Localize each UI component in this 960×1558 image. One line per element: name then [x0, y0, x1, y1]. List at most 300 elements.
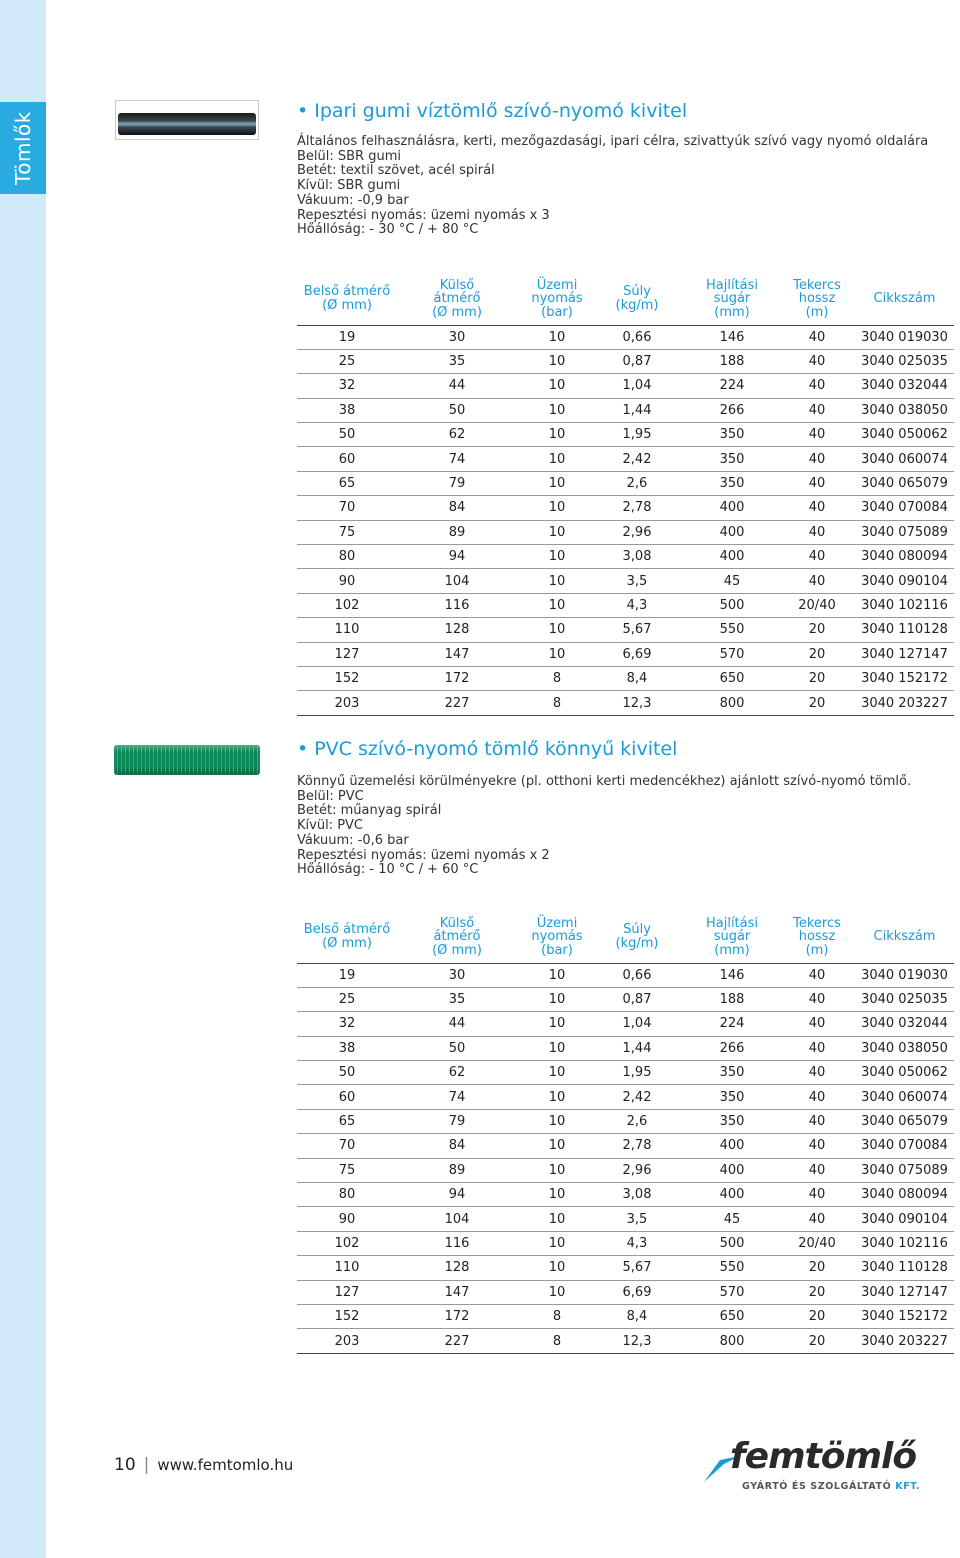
- cell-col-pressure: 10: [517, 1158, 597, 1182]
- header-line: Hajlítási: [705, 277, 759, 293]
- cell-col-weight: 0,66: [597, 963, 677, 987]
- header-line: (mm): [714, 304, 750, 320]
- cell-col-inner-diameter: 75: [297, 1158, 397, 1182]
- cell-col-coil-length: 40: [787, 569, 847, 593]
- cell-col-outer-diameter: 74: [397, 1085, 517, 1109]
- side-tab-tomlok[interactable]: [0, 102, 46, 194]
- cell-col-inner-diameter: 152: [297, 666, 397, 690]
- header-line: (Ø mm): [432, 304, 482, 320]
- cell-col-inner-diameter: 70: [297, 496, 397, 520]
- cell-col-pressure: 10: [517, 471, 597, 495]
- footer-separator: |: [143, 1455, 150, 1475]
- cell-col-outer-diameter: 172: [397, 666, 517, 690]
- section1-title: • Ipari gumi víztömlő szívó-nyomó kivitel: [297, 100, 688, 122]
- cell-col-weight: 1,04: [597, 374, 677, 398]
- header-line: sugár: [713, 929, 751, 944]
- cell-col-article-number: 3040 080094: [847, 1183, 954, 1207]
- cell-col-bend-radius: 45: [677, 1207, 787, 1231]
- cell-col-pressure: 10: [517, 325, 597, 349]
- cell-col-outer-diameter: 74: [397, 447, 517, 471]
- spec-table-rubber: [297, 273, 954, 716]
- cell-col-outer-diameter: 35: [397, 987, 517, 1011]
- cell-col-bend-radius: 570: [677, 642, 787, 666]
- cell-col-pressure: 10: [517, 398, 597, 422]
- company-logo: [700, 1436, 940, 1496]
- header-line: (m): [805, 304, 829, 320]
- cell-col-outer-diameter: 94: [397, 545, 517, 569]
- cell-col-outer-diameter: 62: [397, 423, 517, 447]
- cell-col-article-number: 3040 075089: [847, 1158, 954, 1182]
- cell-col-coil-length: 20: [787, 1280, 847, 1304]
- table-row: [297, 666, 954, 690]
- table-row: [297, 1231, 954, 1255]
- cell-col-article-number: 3040 065079: [847, 471, 954, 495]
- side-tab-label: Tömlők: [11, 111, 36, 185]
- table-row: [297, 1207, 954, 1231]
- cell-col-pressure: 10: [517, 963, 597, 987]
- cell-col-weight: 6,69: [597, 1280, 677, 1304]
- cell-col-inner-diameter: 102: [297, 1231, 397, 1255]
- cell-col-coil-length: 20: [787, 618, 847, 642]
- cell-col-inner-diameter: 50: [297, 1061, 397, 1085]
- cell-col-coil-length: 40: [787, 1061, 847, 1085]
- cell-col-bend-radius: 224: [677, 1012, 787, 1036]
- cell-col-article-number: 3040 032044: [847, 374, 954, 398]
- header-col-bend-radius: [677, 273, 787, 325]
- table-row: [297, 691, 954, 715]
- cell-col-pressure: 10: [517, 642, 597, 666]
- table-row: [297, 1109, 954, 1133]
- cell-col-bend-radius: 400: [677, 1134, 787, 1158]
- rubber-hose-image: [115, 100, 259, 140]
- cell-col-outer-diameter: 147: [397, 1280, 517, 1304]
- cell-col-inner-diameter: 75: [297, 520, 397, 544]
- cell-col-coil-length: 40: [787, 545, 847, 569]
- header-line: átmérő: [433, 291, 481, 306]
- table-row: [297, 1012, 954, 1036]
- cell-col-bend-radius: 188: [677, 987, 787, 1011]
- cell-col-coil-length: 40: [787, 447, 847, 471]
- table-row: [297, 569, 954, 593]
- cell-col-pressure: 10: [517, 1085, 597, 1109]
- cell-col-weight: 8,4: [597, 666, 677, 690]
- logo-tagline: GYÁRTÓ ÉS SZOLGÁLTATÓ KFT.: [742, 1481, 921, 1492]
- cell-col-outer-diameter: 84: [397, 496, 517, 520]
- cell-col-weight: 12,3: [597, 691, 677, 715]
- cell-col-outer-diameter: 50: [397, 398, 517, 422]
- cell-col-weight: 4,3: [597, 593, 677, 617]
- cell-col-article-number: 3040 032044: [847, 1012, 954, 1036]
- cell-col-bend-radius: 266: [677, 398, 787, 422]
- header-line: átmérő: [433, 929, 481, 944]
- table-row: [297, 398, 954, 422]
- cell-col-coil-length: 40: [787, 423, 847, 447]
- table-row: [297, 496, 954, 520]
- cell-col-weight: 6,69: [597, 642, 677, 666]
- cell-col-coil-length: 40: [787, 325, 847, 349]
- header-line: Súly: [623, 922, 651, 938]
- cell-col-pressure: 10: [517, 496, 597, 520]
- cell-col-pressure: 10: [517, 1109, 597, 1133]
- table-row: [297, 1061, 954, 1085]
- cell-col-article-number: 3040 050062: [847, 423, 954, 447]
- cell-col-pressure: 10: [517, 593, 597, 617]
- desc-line: Belül: SBR gumi: [297, 148, 401, 164]
- cell-col-article-number: 3040 038050: [847, 1036, 954, 1060]
- header-line: Tekercs: [793, 915, 841, 931]
- cell-col-coil-length: 40: [787, 1158, 847, 1182]
- cell-col-outer-diameter: 94: [397, 1183, 517, 1207]
- logo-name: femtömlő: [730, 1436, 917, 1477]
- cell-col-inner-diameter: 60: [297, 1085, 397, 1109]
- header-line: (Ø mm): [322, 935, 372, 951]
- header-col-article-number: [847, 273, 954, 325]
- cell-col-bend-radius: 400: [677, 496, 787, 520]
- cell-col-article-number: 3040 203227: [847, 1329, 954, 1353]
- desc-line: Könnyű üzemelési körülményekre (pl. otthoni kerti medencékhez) ajánlott szívó-nyomó tömlő.: [297, 774, 912, 789]
- spec-table-pvc: [297, 911, 954, 1354]
- cell-col-outer-diameter: 89: [397, 520, 517, 544]
- header-line: (kg/m): [615, 297, 659, 313]
- cell-col-coil-length: 40: [787, 987, 847, 1011]
- cell-col-outer-diameter: 104: [397, 1207, 517, 1231]
- cell-col-article-number: 3040 019030: [847, 963, 954, 987]
- table-row: [297, 545, 954, 569]
- table-row: [297, 618, 954, 642]
- cell-col-pressure: 10: [517, 618, 597, 642]
- cell-col-inner-diameter: 65: [297, 1109, 397, 1133]
- cell-col-coil-length: 40: [787, 349, 847, 373]
- cell-col-pressure: 10: [517, 1207, 597, 1231]
- cell-col-article-number: 3040 090104: [847, 569, 954, 593]
- cell-col-weight: 2,78: [597, 496, 677, 520]
- cell-col-coil-length: 40: [787, 1012, 847, 1036]
- header-line: Üzemi: [536, 915, 578, 931]
- header-col-outer-diameter: [397, 273, 517, 325]
- cell-col-inner-diameter: 102: [297, 593, 397, 617]
- cell-col-outer-diameter: 79: [397, 1109, 517, 1133]
- header-line: Súly: [623, 284, 651, 300]
- desc-line: Repesztési nyomás: üzemi nyomás x 2: [297, 847, 550, 863]
- cell-col-inner-diameter: 60: [297, 447, 397, 471]
- cell-col-article-number: 3040 102116: [847, 1231, 954, 1255]
- pvc-hose-image: [114, 745, 260, 775]
- header-line: Belső átmérő: [303, 284, 391, 300]
- cell-col-weight: 2,78: [597, 1134, 677, 1158]
- table-header-row: [297, 273, 954, 325]
- cell-col-bend-radius: 45: [677, 569, 787, 593]
- cell-col-coil-length: 40: [787, 1207, 847, 1231]
- cell-col-bend-radius: 500: [677, 1231, 787, 1255]
- cell-col-pressure: 10: [517, 1134, 597, 1158]
- cell-col-weight: 0,87: [597, 349, 677, 373]
- header-line: hossz: [798, 291, 836, 306]
- cell-col-outer-diameter: 44: [397, 1012, 517, 1036]
- header-line: Belső átmérő: [303, 922, 391, 938]
- table-header-row: [297, 911, 954, 963]
- side-strip: [0, 0, 46, 1558]
- cell-col-bend-radius: 800: [677, 691, 787, 715]
- cell-col-pressure: 10: [517, 1036, 597, 1060]
- cell-col-coil-length: 40: [787, 1036, 847, 1060]
- table-row: [297, 593, 954, 617]
- cell-col-bend-radius: 400: [677, 545, 787, 569]
- cell-col-inner-diameter: 38: [297, 398, 397, 422]
- section1-description: [297, 135, 937, 238]
- cell-col-coil-length: 20: [787, 1329, 847, 1353]
- cell-col-bend-radius: 500: [677, 593, 787, 617]
- cell-col-weight: 3,08: [597, 1183, 677, 1207]
- cell-col-article-number: 3040 060074: [847, 1085, 954, 1109]
- header-line: hossz: [798, 929, 836, 944]
- cell-col-inner-diameter: 90: [297, 569, 397, 593]
- cell-col-coil-length: 20/40: [787, 593, 847, 617]
- desc-line: Általános felhasználásra, kerti, mezőgazdasági, ipari célra, szivattyúk szívó vagy nyomó oldalára: [297, 134, 929, 149]
- header-line: (bar): [541, 942, 573, 958]
- table-row: [297, 349, 954, 373]
- cell-col-weight: 2,42: [597, 1085, 677, 1109]
- cell-col-inner-diameter: 110: [297, 1256, 397, 1280]
- cell-col-outer-diameter: 172: [397, 1304, 517, 1328]
- header-col-coil-length: [787, 911, 847, 963]
- cell-col-article-number: 3040 102116: [847, 593, 954, 617]
- page-footer: [114, 1455, 293, 1475]
- desc-line: Kívül: PVC: [297, 818, 364, 834]
- website-link[interactable]: www.femtomlo.hu: [157, 1456, 294, 1474]
- cell-col-bend-radius: 550: [677, 1256, 787, 1280]
- cell-col-weight: 1,44: [597, 398, 677, 422]
- cell-col-article-number: 3040 025035: [847, 987, 954, 1011]
- header-col-coil-length: [787, 273, 847, 325]
- cell-col-bend-radius: 146: [677, 325, 787, 349]
- cell-col-coil-length: 40: [787, 1134, 847, 1158]
- header-line: Külső: [439, 915, 475, 931]
- cell-col-weight: 3,5: [597, 1207, 677, 1231]
- cell-col-bend-radius: 400: [677, 520, 787, 544]
- cell-col-outer-diameter: 44: [397, 374, 517, 398]
- cell-col-bend-radius: 350: [677, 1085, 787, 1109]
- header-line: Külső: [439, 277, 475, 293]
- cell-col-coil-length: 40: [787, 1109, 847, 1133]
- cell-col-weight: 2,96: [597, 520, 677, 544]
- cell-col-article-number: 3040 025035: [847, 349, 954, 373]
- cell-col-coil-length: 40: [787, 471, 847, 495]
- cell-col-pressure: 8: [517, 666, 597, 690]
- desc-line: Belül: PVC: [297, 788, 364, 804]
- header-line: Cikkszám: [873, 291, 936, 306]
- cell-col-article-number: 3040 050062: [847, 1061, 954, 1085]
- cell-col-inner-diameter: 19: [297, 325, 397, 349]
- cell-col-article-number: 3040 110128: [847, 618, 954, 642]
- cell-col-coil-length: 40: [787, 1183, 847, 1207]
- cell-col-outer-diameter: 35: [397, 349, 517, 373]
- header-line: (Ø mm): [432, 942, 482, 958]
- table-row: [297, 374, 954, 398]
- cell-col-inner-diameter: 127: [297, 1280, 397, 1304]
- cell-col-inner-diameter: 32: [297, 374, 397, 398]
- cell-col-pressure: 10: [517, 1183, 597, 1207]
- cell-col-article-number: 3040 060074: [847, 447, 954, 471]
- table-row: [297, 520, 954, 544]
- cell-col-weight: 3,5: [597, 569, 677, 593]
- cell-col-article-number: 3040 127147: [847, 642, 954, 666]
- page-number: 10: [114, 1455, 136, 1475]
- cell-col-weight: 3,08: [597, 545, 677, 569]
- cell-col-weight: 2,6: [597, 1109, 677, 1133]
- cell-col-inner-diameter: 32: [297, 1012, 397, 1036]
- table-row: [297, 1085, 954, 1109]
- cell-col-inner-diameter: 38: [297, 1036, 397, 1060]
- table-row: [297, 423, 954, 447]
- cell-col-bend-radius: 146: [677, 963, 787, 987]
- header-col-bend-radius: [677, 911, 787, 963]
- cell-col-pressure: 10: [517, 569, 597, 593]
- cell-col-weight: 0,87: [597, 987, 677, 1011]
- cell-col-bend-radius: 400: [677, 1183, 787, 1207]
- cell-col-bend-radius: 350: [677, 1061, 787, 1085]
- desc-line: Betét: textil szövet, acél spirál: [297, 163, 495, 179]
- cell-col-outer-diameter: 128: [397, 1256, 517, 1280]
- cell-col-article-number: 3040 110128: [847, 1256, 954, 1280]
- cell-col-weight: 1,44: [597, 1036, 677, 1060]
- cell-col-weight: 1,04: [597, 1012, 677, 1036]
- cell-col-inner-diameter: 152: [297, 1304, 397, 1328]
- table-row: [297, 1256, 954, 1280]
- desc-line: Vákuum: -0,9 bar: [297, 192, 409, 208]
- cell-col-article-number: 3040 152172: [847, 666, 954, 690]
- cell-col-outer-diameter: 116: [397, 593, 517, 617]
- cell-col-weight: 8,4: [597, 1304, 677, 1328]
- cell-col-article-number: 3040 019030: [847, 325, 954, 349]
- header-col-weight: [597, 273, 677, 325]
- cell-col-article-number: 3040 127147: [847, 1280, 954, 1304]
- cell-col-inner-diameter: 80: [297, 1183, 397, 1207]
- cell-col-pressure: 10: [517, 423, 597, 447]
- table-row: [297, 1158, 954, 1182]
- cell-col-bend-radius: 188: [677, 349, 787, 373]
- cell-col-coil-length: 40: [787, 398, 847, 422]
- cell-col-pressure: 8: [517, 1329, 597, 1353]
- header-line: sugár: [713, 291, 751, 306]
- cell-col-weight: 4,3: [597, 1231, 677, 1255]
- cell-col-pressure: 10: [517, 1012, 597, 1036]
- cell-col-inner-diameter: 19: [297, 963, 397, 987]
- desc-line: Hőállóság: - 30 °C / + 80 °C: [297, 222, 479, 238]
- cell-col-pressure: 10: [517, 545, 597, 569]
- cell-col-weight: 12,3: [597, 1329, 677, 1353]
- cell-col-bend-radius: 350: [677, 1109, 787, 1133]
- cell-col-article-number: 3040 075089: [847, 520, 954, 544]
- table-row: [297, 987, 954, 1011]
- cell-col-article-number: 3040 152172: [847, 1304, 954, 1328]
- cell-col-outer-diameter: 147: [397, 642, 517, 666]
- header-line: Cikkszám: [873, 929, 936, 944]
- desc-line: Kívül: SBR gumi: [297, 178, 401, 194]
- cell-col-outer-diameter: 227: [397, 1329, 517, 1353]
- cell-col-pressure: 10: [517, 447, 597, 471]
- header-col-pressure: [517, 273, 597, 325]
- cell-col-weight: 2,6: [597, 471, 677, 495]
- cell-col-weight: 2,96: [597, 1158, 677, 1182]
- cell-col-pressure: 10: [517, 1061, 597, 1085]
- header-line: nyomás: [531, 291, 583, 306]
- cell-col-pressure: 10: [517, 520, 597, 544]
- cell-col-article-number: 3040 070084: [847, 1134, 954, 1158]
- header-line: Üzemi: [536, 277, 578, 293]
- cell-col-inner-diameter: 65: [297, 471, 397, 495]
- cell-col-outer-diameter: 50: [397, 1036, 517, 1060]
- header-line: (mm): [714, 942, 750, 958]
- table-row: [297, 325, 954, 349]
- cell-col-coil-length: 20: [787, 1304, 847, 1328]
- cell-col-pressure: 8: [517, 691, 597, 715]
- header-col-inner-diameter: [297, 911, 397, 963]
- cell-col-outer-diameter: 227: [397, 691, 517, 715]
- cell-col-bend-radius: 550: [677, 618, 787, 642]
- table-row: [297, 1183, 954, 1207]
- cell-col-inner-diameter: 25: [297, 987, 397, 1011]
- cell-col-bend-radius: 650: [677, 666, 787, 690]
- table-row: [297, 471, 954, 495]
- header-line: Tekercs: [793, 277, 841, 293]
- table-row: [297, 1280, 954, 1304]
- cell-col-coil-length: 40: [787, 496, 847, 520]
- cell-col-pressure: 10: [517, 1231, 597, 1255]
- cell-col-bend-radius: 400: [677, 1158, 787, 1182]
- desc-line: Betét: műanyag spirál: [297, 803, 442, 819]
- header-line: (Ø mm): [322, 297, 372, 313]
- cell-col-inner-diameter: 50: [297, 423, 397, 447]
- cell-col-outer-diameter: 116: [397, 1231, 517, 1255]
- cell-col-bend-radius: 800: [677, 1329, 787, 1353]
- section2-description: [297, 775, 937, 878]
- cell-col-inner-diameter: 203: [297, 691, 397, 715]
- cell-col-bend-radius: 350: [677, 471, 787, 495]
- cell-col-weight: 5,67: [597, 1256, 677, 1280]
- cell-col-article-number: 3040 090104: [847, 1207, 954, 1231]
- header-col-pressure: [517, 911, 597, 963]
- cell-col-bend-radius: 650: [677, 1304, 787, 1328]
- header-line: Hajlítási: [705, 915, 759, 931]
- cell-col-bend-radius: 224: [677, 374, 787, 398]
- cell-col-coil-length: 40: [787, 1085, 847, 1109]
- cell-col-inner-diameter: 80: [297, 545, 397, 569]
- cell-col-bend-radius: 350: [677, 447, 787, 471]
- table-row: [297, 1329, 954, 1353]
- table-row: [297, 642, 954, 666]
- cell-col-bend-radius: 266: [677, 1036, 787, 1060]
- header-col-outer-diameter: [397, 911, 517, 963]
- cell-col-coil-length: 20: [787, 666, 847, 690]
- cell-col-coil-length: 40: [787, 963, 847, 987]
- cell-col-coil-length: 40: [787, 374, 847, 398]
- cell-col-inner-diameter: 90: [297, 1207, 397, 1231]
- desc-line: Repesztési nyomás: üzemi nyomás x 3: [297, 207, 550, 223]
- cell-col-inner-diameter: 203: [297, 1329, 397, 1353]
- cell-col-weight: 5,67: [597, 618, 677, 642]
- table-row: [297, 447, 954, 471]
- header-line: (m): [805, 942, 829, 958]
- cell-col-weight: 2,42: [597, 447, 677, 471]
- cell-col-weight: 1,95: [597, 423, 677, 447]
- table-row: [297, 1036, 954, 1060]
- cell-col-outer-diameter: 84: [397, 1134, 517, 1158]
- cell-col-bend-radius: 570: [677, 1280, 787, 1304]
- header-col-article-number: [847, 911, 954, 963]
- header-col-weight: [597, 911, 677, 963]
- cell-col-inner-diameter: 70: [297, 1134, 397, 1158]
- cell-col-article-number: 3040 080094: [847, 545, 954, 569]
